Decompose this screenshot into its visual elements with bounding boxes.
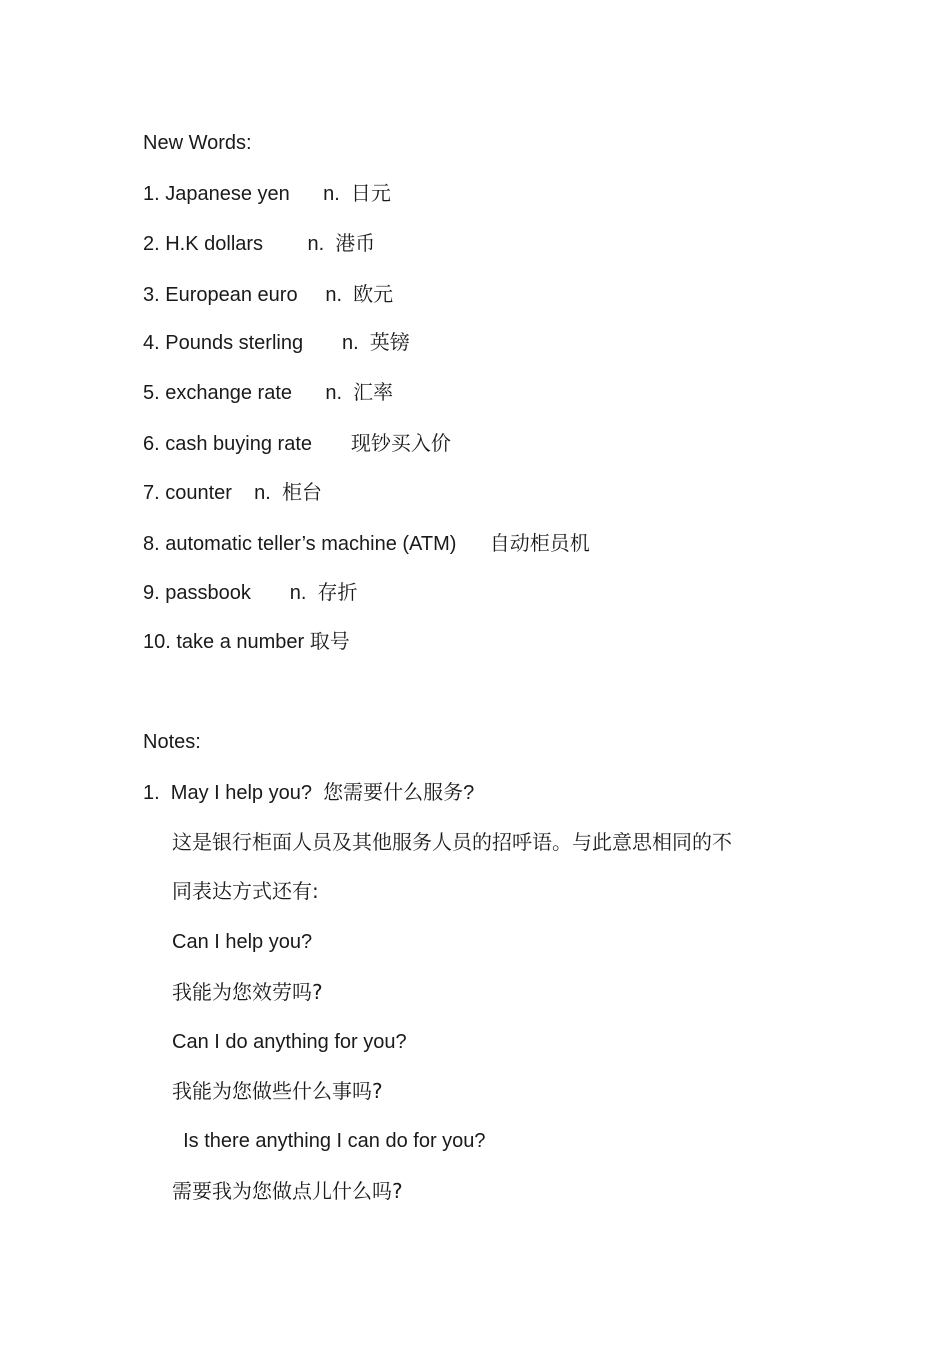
word-item: 6. cash buying rate 现钞买入价 (143, 433, 451, 455)
word-item: 10. take a number 取号 (143, 631, 350, 653)
notes-heading: Notes: (143, 731, 201, 753)
note-body-line: 同表达方式还有: (172, 879, 319, 903)
note-body-line: Can I help you? (172, 931, 313, 953)
word-item: 4. Pounds sterling n. 英镑 (143, 332, 410, 354)
word-item: 8. automatic teller’s machine (ATM) 自动柜员机 (143, 533, 590, 555)
new-words-heading: New Words: (143, 132, 252, 154)
word-item: 9. passbook n. 存折 (143, 582, 358, 604)
note-body-line: 我能为您效劳吗? (172, 980, 323, 1004)
word-item: 2. H.K dollars n. 港币 (143, 233, 376, 255)
note-body-line: 我能为您做些什么事吗? (172, 1079, 383, 1103)
word-item: 3. European euro n. 欧元 (143, 284, 394, 306)
note-body-line: Can I do anything for you? (172, 1031, 407, 1053)
word-item: 5. exchange rate n. 汇率 (143, 382, 394, 404)
word-item: 7. counter n. 柜台 (143, 482, 322, 504)
note-body-line: 需要我为您做点儿什么吗? (172, 1179, 403, 1203)
note-body-line: 这是银行柜面人员及其他服务人员的招呼语。与此意思相同的不 (172, 830, 732, 854)
note-body-line: Is there anything I can do for you? (172, 1130, 486, 1152)
note-item-title: 1. May I help you? 您需要什么服务? (143, 782, 475, 804)
word-item: 1. Japanese yen n. 日元 (143, 183, 391, 205)
